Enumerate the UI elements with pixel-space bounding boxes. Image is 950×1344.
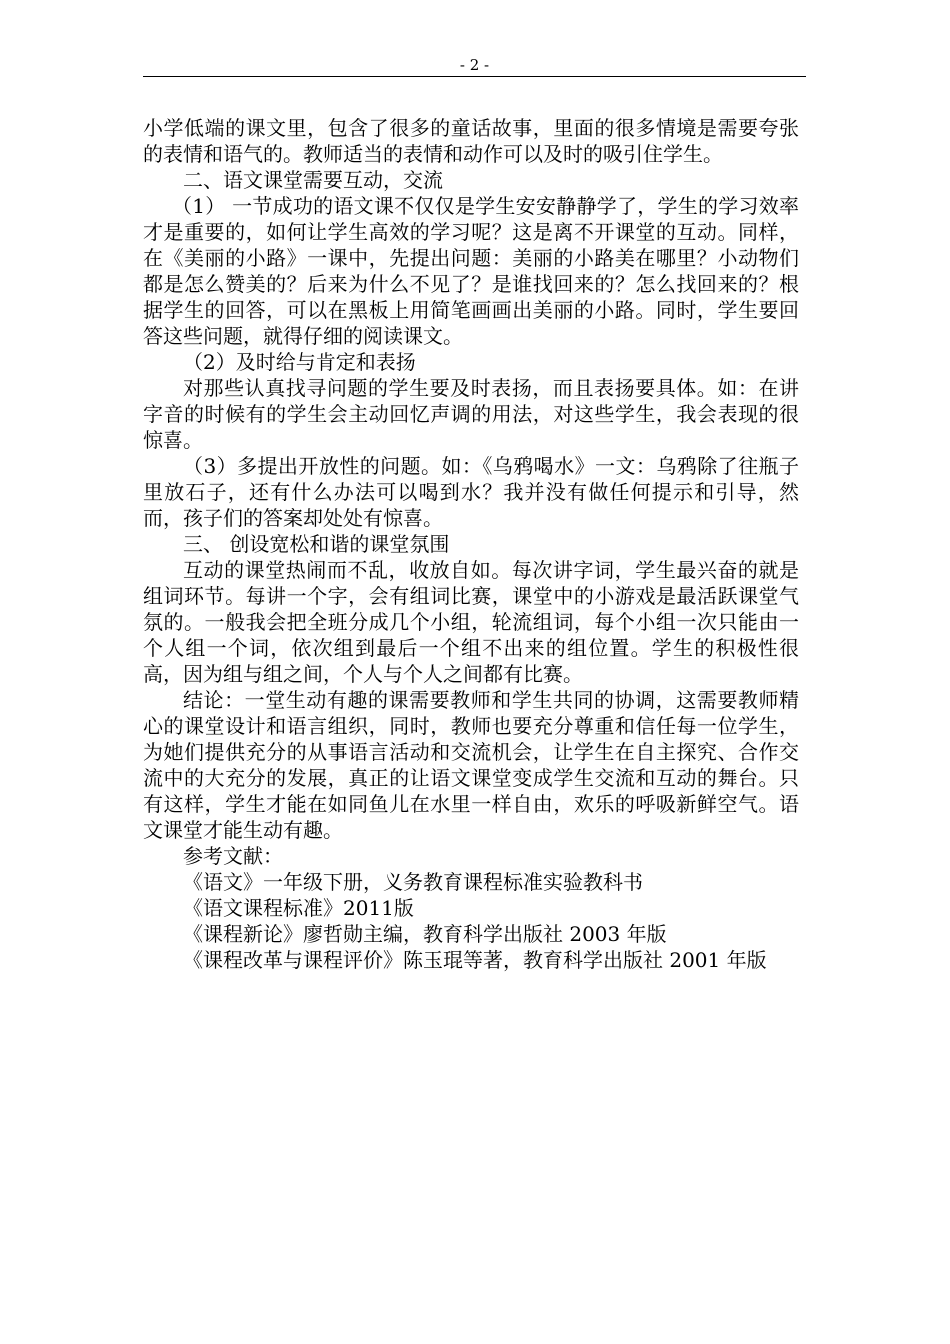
body-text — [143, 115, 799, 973]
section-heading-3: 三、 创设宽松和谐的课堂氛围 — [183, 532, 450, 556]
paragraph: 对那些认真找寻问题的学生要及时表扬，而且表扬要具体。如：在讲字音的时候有的学生会主动回忆声调的用法，对这些学生，我会表现的很惊喜。 — [143, 376, 799, 452]
page-number: - 2 - — [459, 56, 490, 74]
conclusion-paragraph: 结论：一堂生动有趣的课需要教师和学生共同的协调，这需要教师精心的课堂设计和语言组织，同时，教师也要充分尊重和信任每一位学生，为她们提供充分的从事语言活动和交流机会，让学生在自主探究、合作交流中的大充分的发展，真正的让语文课堂变成学生交流和互动的舞台。只有这样，学生才能在如同鱼儿在水里一样自由，欢乐的呼吸新鲜空气。语文课堂才能生动有趣。 — [143, 688, 799, 842]
reference-item: 《课程改革与课程评价》陈玉琨等著，教育科学出版社 2001 年版 — [183, 948, 767, 972]
reference-item: 《语文课程标准》2011版 — [183, 896, 414, 920]
reference-item: 《课程新论》廖哲勋主编，教育科学出版社 2003 年版 — [183, 922, 667, 946]
paragraph: （1） 一节成功的语文课不仅仅是学生安安静静学了，学生的学习效率才是重要的，如何让学生高效的学习呢？这是离不开课堂的互动。同样，在《美丽的小路》一课中，先提出问题：美丽的小路美在哪里？小动物们都是怎么赞美的？后来为什么不见了？是谁找回来的？怎么找回来的？根据学生的回答，可以在黑板上用简笔画画出美丽的小路。同时，学生要回答这些问题，就得仔细的阅读课文。 — [143, 194, 799, 348]
subheading: （2）及时给与肯定和表扬 — [183, 350, 416, 374]
paragraph: 互动的课堂热闹而不乱，收放自如。每次讲字词，学生最兴奋的就是组词环节。每讲一个字，会有组词比赛，课堂中的小游戏是最活跃课堂气氛的。一般我会把全班分成几个小组，轮流组词，每个小组一次只能由一个人组一个词，依次组到最后一个组不出来的组位置。学生的积极性很高，因为组与组之间，个人与个人之间都有比赛。 — [143, 558, 799, 686]
references-heading: 参考文献： — [183, 844, 283, 868]
header-rule — [143, 76, 806, 77]
reference-item: 《语文》一年级下册，义务教育课程标准实验教科书 — [183, 870, 643, 894]
section-heading-2: 二、语文课堂需要互动，交流 — [183, 168, 443, 192]
paragraph: （3）多提出开放性的问题。如：《乌鸦喝水》一文：乌鸦除了往瓶子里放石子，还有什么办法可以喝到水？我并没有做任何提示和引导，然而，孩子们的答案却处处有惊喜。 — [143, 454, 799, 530]
paragraph: 小学低端的课文里，包含了很多的童话故事，里面的很多情境是需要夸张的表情和语气的。教师适当的表情和动作可以及时的吸引住学生。 — [143, 116, 799, 166]
